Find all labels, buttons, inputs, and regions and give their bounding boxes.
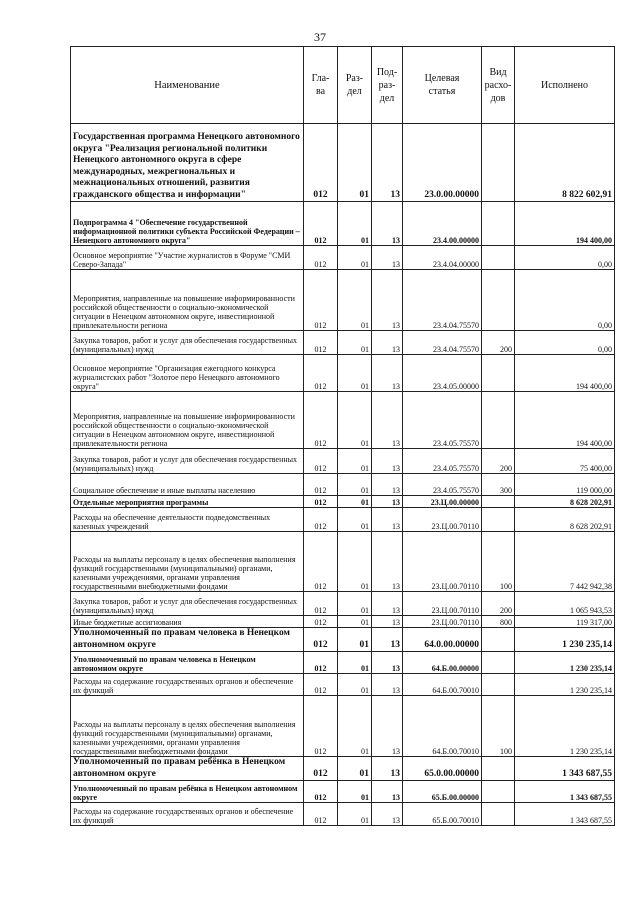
cell-executed: 1 230 235,14 — [515, 674, 615, 696]
cell-section: 01 — [338, 496, 372, 508]
cell-subsection: 13 — [372, 331, 403, 355]
cell-section: 01 — [338, 508, 372, 532]
cell-expense-type: 300 — [482, 474, 515, 496]
cell-target: 23.4.05.75570 — [403, 449, 482, 474]
cell-section: 01 — [338, 628, 372, 652]
cell-target: 23.4.04.75570 — [403, 270, 482, 331]
cell-section: 01 — [338, 449, 372, 474]
table-row — [71, 508, 615, 532]
cell-chapter: 012 — [304, 508, 338, 532]
cell-expense-type — [482, 628, 515, 652]
cell-name: Расходы на содержание государственных органов и обеспечение их функций — [71, 803, 304, 826]
cell-subsection: 13 — [372, 508, 403, 532]
cell-section: 01 — [338, 803, 372, 826]
cell-section: 01 — [338, 331, 372, 355]
cell-subsection: 13 — [372, 124, 403, 202]
cell-expense-type — [482, 652, 515, 674]
table-row — [71, 355, 615, 392]
cell-target: 23.Ц.00.70110 — [403, 508, 482, 532]
cell-target: 65.Б.00.70010 — [403, 803, 482, 826]
cell-target: 23.4.05.75570 — [403, 474, 482, 496]
header-subsection: Под- раз- дел — [372, 47, 403, 124]
cell-chapter: 012 — [304, 592, 338, 616]
table-row — [71, 392, 615, 449]
cell-section: 01 — [338, 757, 372, 781]
cell-subsection: 13 — [372, 392, 403, 449]
cell-name: Социальное обеспечение и иные выплаты населению — [71, 474, 304, 496]
cell-chapter: 012 — [304, 474, 338, 496]
cell-chapter: 012 — [304, 696, 338, 757]
cell-expense-type — [482, 781, 515, 803]
cell-expense-type — [482, 674, 515, 696]
header-executed: Исполнено — [515, 47, 615, 124]
cell-name: Мероприятия, направленные на повышение информированности российской общественности о социально-экономической ситуации в Ненецком автономном округе, инвестиционной привлекательности региона — [71, 270, 304, 331]
cell-chapter: 012 — [304, 496, 338, 508]
cell-chapter: 012 — [304, 674, 338, 696]
cell-subsection: 13 — [372, 496, 403, 508]
cell-name: Уполномоченный по правам человека в Ненецком автономном округе — [71, 628, 304, 652]
cell-executed: 1 343 687,55 — [515, 757, 615, 781]
cell-chapter: 012 — [304, 652, 338, 674]
cell-name: Закупка товаров, работ и услуг для обеспечения государственных (муниципальных) нужд — [71, 449, 304, 474]
cell-name: Уполномоченный по правам ребёнка в Ненецком автономном округе — [71, 781, 304, 803]
cell-name: Расходы на выплаты персоналу в целях обеспечения выполнения функций государственными (муниципальными) органами, казенными учреждениями, органами управления государственными внебюджетными фондами — [71, 532, 304, 592]
table-row — [71, 757, 615, 781]
cell-name: Расходы на выплаты персоналу в целях обеспечения выполнения функций государственными (муниципальными) органами, казенными учреждениями, органами управления государственными внебюджетными фондами — [71, 696, 304, 757]
cell-name: Государственная программа Ненецкого автономного округа "Реализация региональной политики Ненецкого автономного округа в сфере международных, межрегиональных и межнациональных отношений, развития гражданского общества и информации" — [71, 124, 304, 202]
cell-name: Иные бюджетные ассигнования — [71, 616, 304, 628]
cell-executed: 1 343 687,55 — [515, 803, 615, 826]
cell-target: 64.Б.00.70010 — [403, 696, 482, 757]
cell-subsection: 13 — [372, 270, 403, 331]
table-row — [71, 202, 615, 246]
cell-section: 01 — [338, 124, 372, 202]
cell-target: 23.Ц.00.00000 — [403, 496, 482, 508]
cell-executed: 0,00 — [515, 246, 615, 270]
cell-subsection: 13 — [372, 474, 403, 496]
cell-expense-type — [482, 355, 515, 392]
cell-expense-type — [482, 392, 515, 449]
cell-target: 23.4.00.00000 — [403, 202, 482, 246]
header-section: Раз- дел — [338, 47, 372, 124]
cell-section: 01 — [338, 616, 372, 628]
cell-target: 23.Ц.00.70110 — [403, 592, 482, 616]
cell-executed: 8 628 202,91 — [515, 496, 615, 508]
cell-section: 01 — [338, 781, 372, 803]
cell-subsection: 13 — [372, 757, 403, 781]
cell-section: 01 — [338, 474, 372, 496]
table-row — [71, 674, 615, 696]
cell-target: 23.Ц.00.70110 — [403, 532, 482, 592]
cell-name: Уполномоченный по правам человека в Ненецком автономном округе — [71, 652, 304, 674]
cell-executed: 194 400,00 — [515, 392, 615, 449]
cell-chapter: 012 — [304, 270, 338, 331]
cell-executed: 1 230 235,14 — [515, 696, 615, 757]
cell-chapter: 012 — [304, 246, 338, 270]
cell-name: Основное мероприятие "Организация ежегодного конкурса журналистских работ "Золотое перо Ненецкого автономного округа" — [71, 355, 304, 392]
cell-executed: 194 400,00 — [515, 355, 615, 392]
cell-target: 23.Ц.00.70110 — [403, 616, 482, 628]
table-row — [71, 781, 615, 803]
header-name: Наименование — [71, 47, 304, 124]
cell-subsection: 13 — [372, 202, 403, 246]
cell-executed: 119 000,00 — [515, 474, 615, 496]
cell-expense-type — [482, 757, 515, 781]
cell-expense-type: 200 — [482, 331, 515, 355]
cell-target: 23.0.00.00000 — [403, 124, 482, 202]
cell-executed: 8 628 202,91 — [515, 508, 615, 532]
cell-expense-type — [482, 270, 515, 331]
cell-expense-type: 200 — [482, 449, 515, 474]
table-row — [71, 270, 615, 331]
cell-chapter: 012 — [304, 331, 338, 355]
cell-chapter: 012 — [304, 781, 338, 803]
cell-expense-type: 200 — [482, 592, 515, 616]
cell-name: Расходы на обеспечение деятельности подведомственных казенных учреждений — [71, 508, 304, 532]
cell-executed: 0,00 — [515, 270, 615, 331]
cell-name: Мероприятия, направленные на повышение информированности российской общественности о социально-экономической ситуации в Ненецком автономном округе, инвестиционной привлекательности региона — [71, 392, 304, 449]
cell-chapter: 012 — [304, 202, 338, 246]
cell-section: 01 — [338, 392, 372, 449]
cell-subsection: 13 — [372, 696, 403, 757]
cell-section: 01 — [338, 696, 372, 757]
cell-name: Расходы на содержание государственных органов и обеспечение их функций — [71, 674, 304, 696]
cell-section: 01 — [338, 202, 372, 246]
table-row — [71, 496, 615, 508]
cell-name: Основное мероприятие "Участие журналистов в Форуме "СМИ Северо-Запада" — [71, 246, 304, 270]
cell-chapter: 012 — [304, 757, 338, 781]
cell-target: 23.4.04.75570 — [403, 331, 482, 355]
cell-section: 01 — [338, 246, 372, 270]
cell-chapter: 012 — [304, 355, 338, 392]
cell-subsection: 13 — [372, 616, 403, 628]
cell-expense-type — [482, 508, 515, 532]
page-number: 37 — [314, 30, 326, 44]
cell-name: Отдельные мероприятия программы — [71, 496, 304, 508]
cell-chapter: 012 — [304, 392, 338, 449]
cell-subsection: 13 — [372, 592, 403, 616]
cell-executed: 1 230 235,14 — [515, 628, 615, 652]
table-row — [71, 803, 615, 826]
cell-name: Закупка товаров, работ и услуг для обеспечения государственных (муниципальных) нужд — [71, 331, 304, 355]
cell-chapter: 012 — [304, 124, 338, 202]
table-row — [71, 246, 615, 270]
cell-target: 23.4.05.75570 — [403, 392, 482, 449]
cell-name: Подпрограмма 4 "Обеспечение государственной информационной политики субъекта Российской Федерации – Ненецкого автономного округа" — [71, 202, 304, 246]
cell-executed: 1 343 687,55 — [515, 781, 615, 803]
cell-subsection: 13 — [372, 449, 403, 474]
cell-expense-type — [482, 124, 515, 202]
table-row — [71, 532, 615, 592]
cell-executed: 119 317,00 — [515, 616, 615, 628]
cell-subsection: 13 — [372, 803, 403, 826]
table-row — [71, 474, 615, 496]
cell-chapter: 012 — [304, 803, 338, 826]
table-row — [71, 628, 615, 652]
cell-section: 01 — [338, 592, 372, 616]
cell-executed: 1 065 943,53 — [515, 592, 615, 616]
cell-name: Закупка товаров, работ и услуг для обеспечения государственных (муниципальных) нужд — [71, 592, 304, 616]
table-body — [71, 124, 615, 826]
cell-section: 01 — [338, 674, 372, 696]
cell-executed: 8 822 602,91 — [515, 124, 615, 202]
cell-section: 01 — [338, 532, 372, 592]
cell-executed: 75 400,00 — [515, 449, 615, 474]
cell-target: 64.0.00.00000 — [403, 628, 482, 652]
cell-target: 23.4.05.00000 — [403, 355, 482, 392]
table-row — [71, 124, 615, 202]
cell-expense-type — [482, 496, 515, 508]
cell-target: 65.0.00.00000 — [403, 757, 482, 781]
cell-target: 64.Б.00.00000 — [403, 652, 482, 674]
cell-subsection: 13 — [372, 652, 403, 674]
cell-subsection: 13 — [372, 355, 403, 392]
table-header-row — [71, 47, 615, 124]
table-row — [71, 449, 615, 474]
cell-executed: 7 442 942,38 — [515, 532, 615, 592]
cell-target: 65.Б.00.00000 — [403, 781, 482, 803]
header-target: Целевая статья — [403, 47, 482, 124]
table-row — [71, 331, 615, 355]
cell-subsection: 13 — [372, 246, 403, 270]
cell-expense-type — [482, 202, 515, 246]
cell-subsection: 13 — [372, 532, 403, 592]
table-row — [71, 592, 615, 616]
cell-expense-type — [482, 803, 515, 826]
header-chapter: Гла- ва — [304, 47, 338, 124]
cell-expense-type: 800 — [482, 616, 515, 628]
cell-chapter: 012 — [304, 532, 338, 592]
table-row — [71, 696, 615, 757]
cell-section: 01 — [338, 270, 372, 331]
cell-subsection: 13 — [372, 628, 403, 652]
cell-chapter: 012 — [304, 628, 338, 652]
cell-name: Уполномоченный по правам ребёнка в Ненецком автономном округе — [71, 757, 304, 781]
cell-chapter: 012 — [304, 449, 338, 474]
cell-subsection: 13 — [372, 674, 403, 696]
cell-target: 23.4.04.00000 — [403, 246, 482, 270]
table-row — [71, 652, 615, 674]
cell-executed: 194 400,00 — [515, 202, 615, 246]
cell-section: 01 — [338, 355, 372, 392]
header-expense-type: Вид расхо- дов — [482, 47, 515, 124]
table-row — [71, 616, 615, 628]
cell-executed: 1 230 235,14 — [515, 652, 615, 674]
cell-executed: 0,00 — [515, 331, 615, 355]
cell-section: 01 — [338, 652, 372, 674]
budget-table — [70, 46, 615, 826]
cell-chapter: 012 — [304, 616, 338, 628]
cell-target: 64.Б.00.70010 — [403, 674, 482, 696]
cell-expense-type — [482, 246, 515, 270]
cell-subsection: 13 — [372, 781, 403, 803]
cell-expense-type: 100 — [482, 532, 515, 592]
cell-expense-type: 100 — [482, 696, 515, 757]
